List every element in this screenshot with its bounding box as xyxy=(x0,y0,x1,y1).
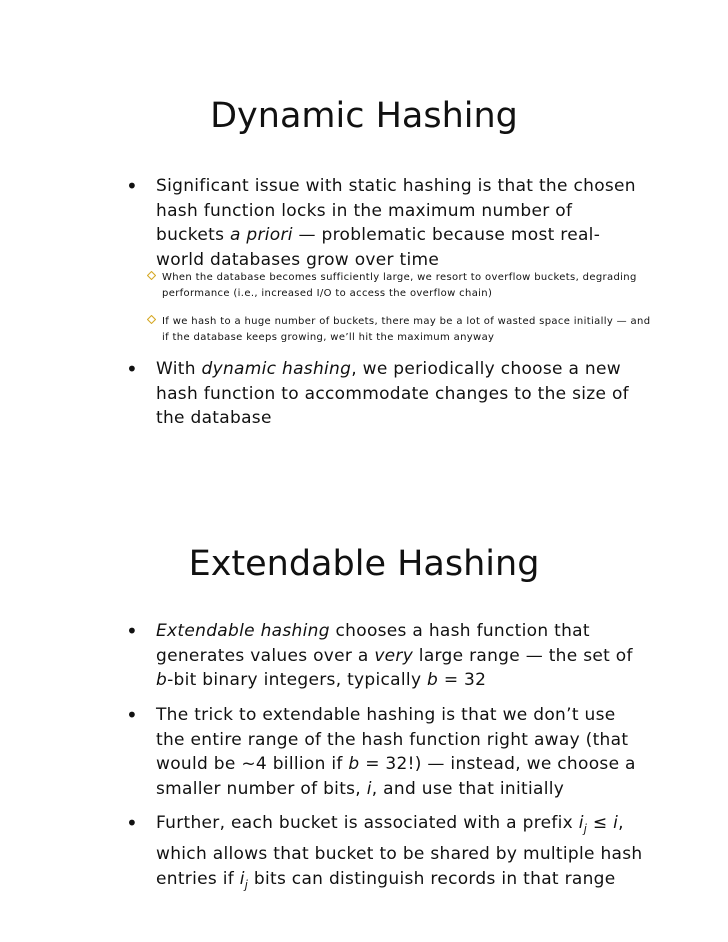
text-line: which allows that bucket to be shared by multiple hash xyxy=(156,843,643,864)
sub-bullet-item xyxy=(162,314,651,345)
text-line: b-bit binary integers, typically b = 32 xyxy=(156,670,487,691)
text-line: smaller number of bits, i, and use that initially xyxy=(156,778,565,799)
bullet-marker: • xyxy=(126,619,139,643)
text-line: When the database becomes sufficiently large, we resort to overflow buckets, degrading xyxy=(162,272,637,283)
text-line: Extendable hashing chooses a hash function that xyxy=(156,621,590,641)
slide-title: Extendable Hashing xyxy=(188,544,540,584)
text-line: The trick to extendable hashing is that we don’t use xyxy=(156,705,616,725)
text-line: if the database keeps growing, we’ll hit the maximum anyway xyxy=(162,331,495,343)
subscript-text: j xyxy=(244,877,249,891)
italic-text: dynamic hashing xyxy=(201,359,352,379)
bullet-item xyxy=(126,619,633,693)
italic-text: i xyxy=(366,778,372,799)
text-line: world databases grow over time xyxy=(156,249,440,270)
italic-text: i xyxy=(613,813,619,833)
bullet-item xyxy=(126,174,636,272)
text-line: the database xyxy=(156,408,272,429)
bullet-marker: • xyxy=(126,703,139,727)
sub-bullet-item xyxy=(162,270,637,301)
bullet-item xyxy=(126,357,629,431)
text-line: would be ~4 billion if b = 32!) — instead, we choose a xyxy=(156,754,636,775)
text-line: performance (i.e., increased I/O to access the overflow chain) xyxy=(162,287,493,299)
bullet-item xyxy=(126,811,643,898)
bullet-marker: • xyxy=(126,357,139,381)
slide-title: Dynamic Hashing xyxy=(210,96,518,136)
bullet-item xyxy=(126,703,636,801)
slide-dynamic-hashing xyxy=(0,0,728,470)
italic-text: very xyxy=(374,645,414,666)
diamond-icon xyxy=(147,315,156,324)
text-line: generates values over a very large range — the set of xyxy=(156,645,633,666)
text-line: hash function locks in the maximum number of xyxy=(156,200,573,221)
italic-text: b xyxy=(427,670,439,691)
italic-text: i xyxy=(578,813,584,833)
text-line: With dynamic hashing, we periodically choose a new xyxy=(156,359,621,379)
italic-text: b xyxy=(348,754,360,775)
subscript-text: j xyxy=(583,822,588,836)
text-line: If we hash to a huge number of buckets, there may be a lot of wasted space initially — and xyxy=(162,316,651,327)
italic-text: i xyxy=(239,868,245,889)
italic-text: Extendable hashing xyxy=(156,621,330,641)
text-line: Further, each bucket is associated with a prefix $i_j \le i$, xyxy=(156,813,624,836)
text-line: entries if $i_j$ bits can distinguish records in that range xyxy=(156,868,616,891)
bullet-marker: • xyxy=(126,811,139,835)
diamond-icon xyxy=(147,271,156,280)
italic-text: a priori xyxy=(229,225,293,246)
text-line: the entire range of the hash function right away (that xyxy=(156,729,629,750)
slide-extendable-hashing xyxy=(0,470,728,942)
text-line: buckets a priori — problematic because most real- xyxy=(156,225,601,246)
bullet-marker: • xyxy=(126,174,139,198)
italic-text: b xyxy=(156,670,168,691)
text-line: Significant issue with static hashing is that the chosen xyxy=(156,176,636,196)
text-line: hash function to accommodate changes to the size of xyxy=(156,383,629,404)
